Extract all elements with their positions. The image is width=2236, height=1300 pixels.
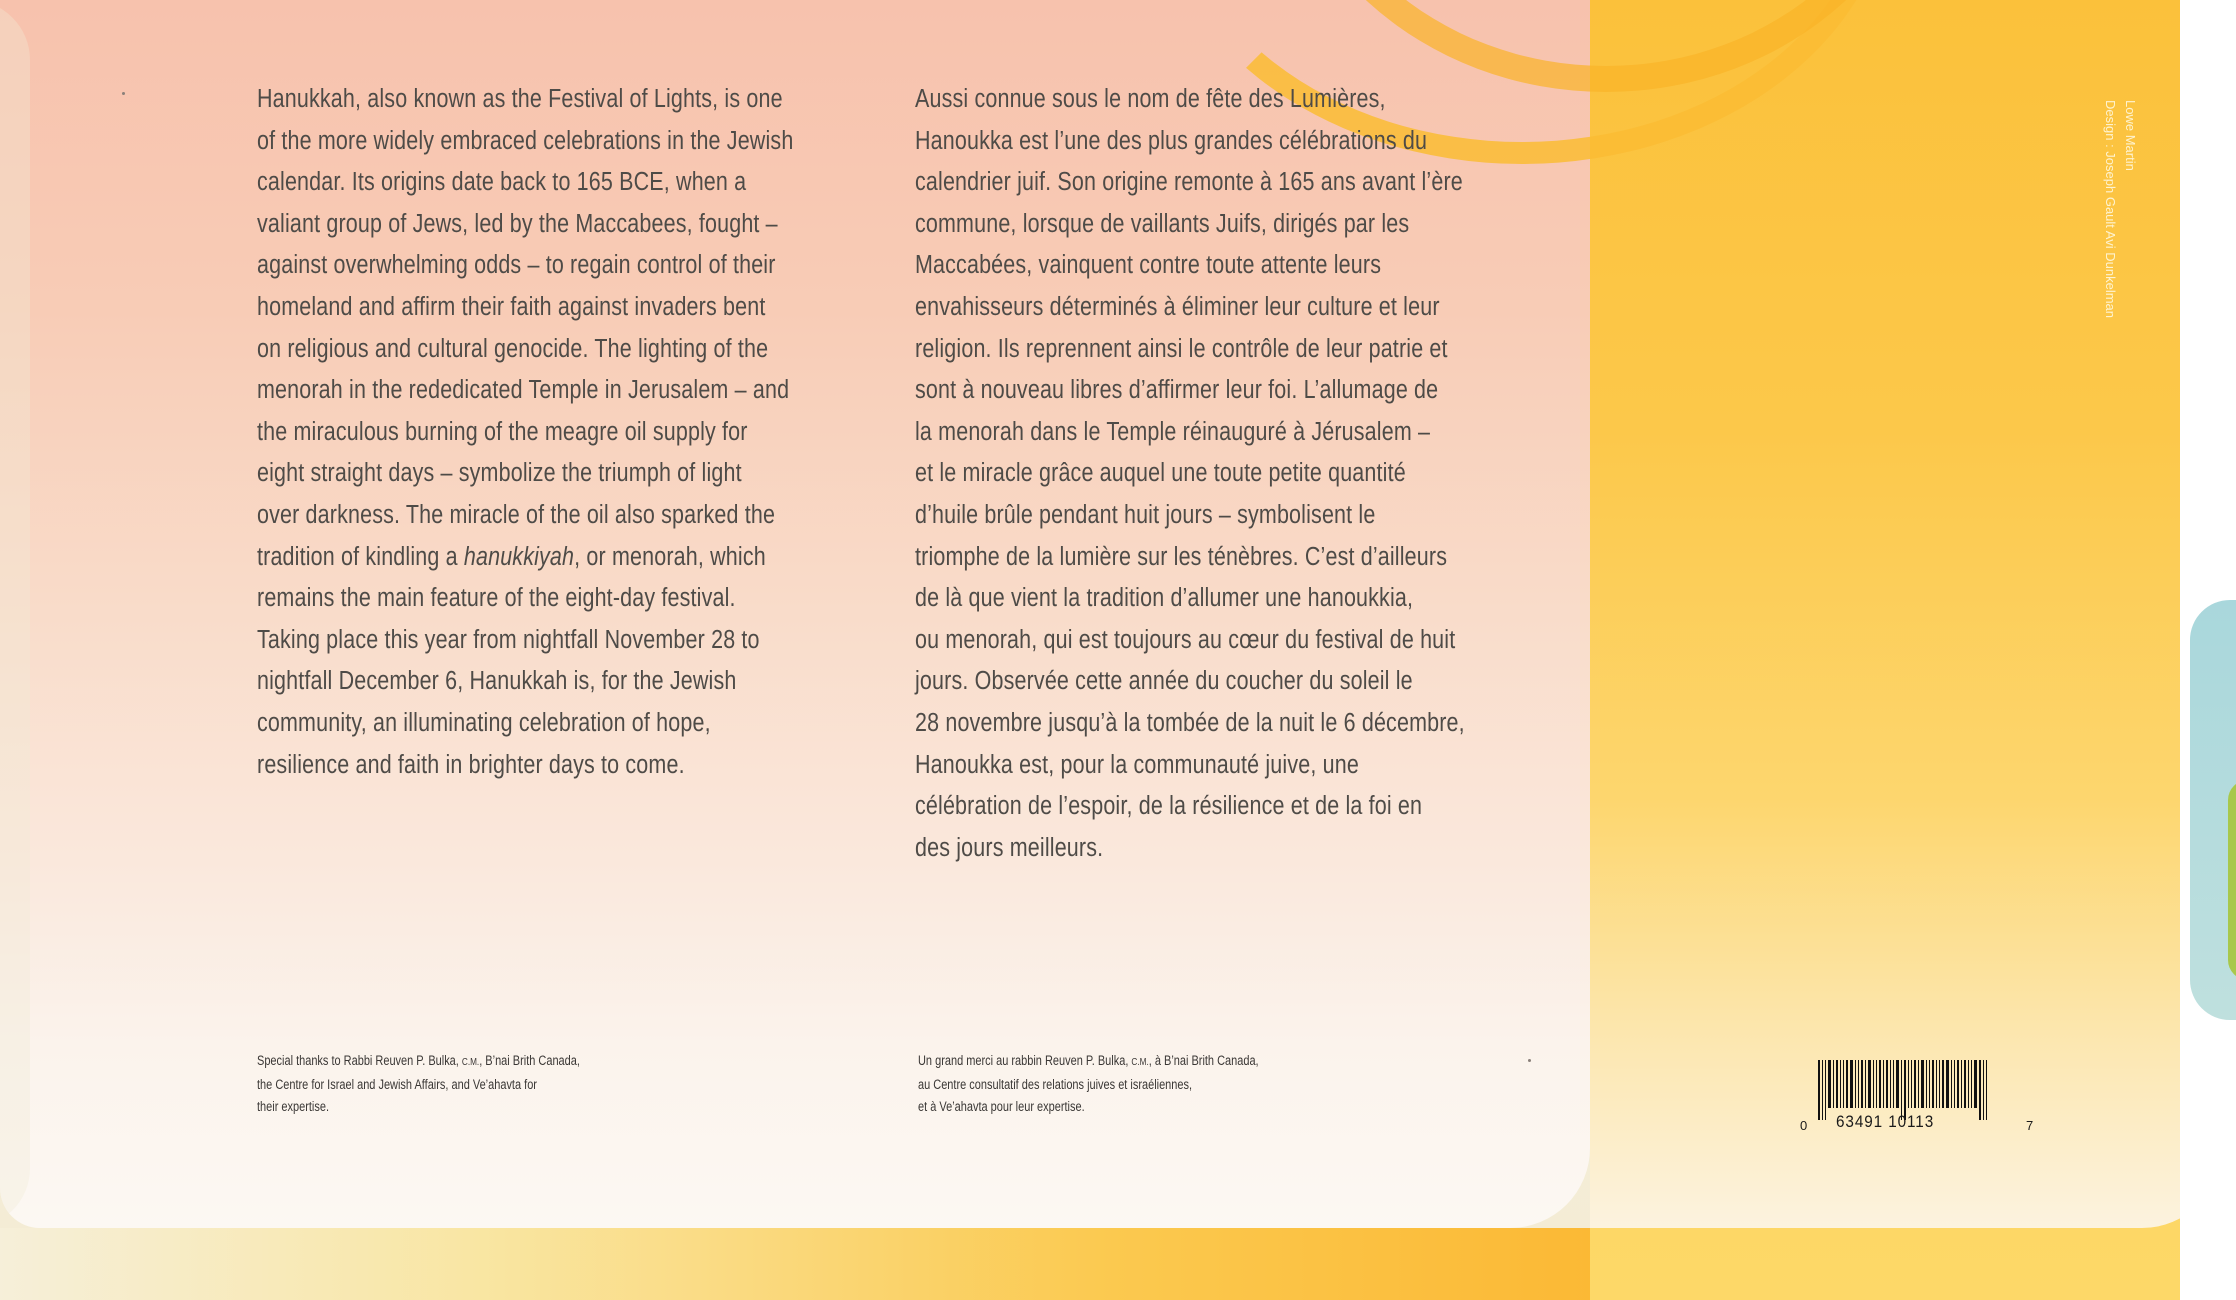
french-line: sont à nouveau libres d’affirmer leur foi. L’allumage de [915, 374, 1439, 405]
english-line: over darkness. The miracle of the oil also sparked the [257, 498, 776, 529]
english-line: valiant group of Jews, led by the Maccabees, fought – [257, 207, 778, 238]
barcode-middle-digits: 63491 10113 [1836, 1112, 1935, 1131]
barcode-bar [1893, 1060, 1894, 1108]
french-line: religion. Ils reprennent ainsi le contrôle de leur patrie et [915, 332, 1448, 363]
barcode-bar [1868, 1060, 1871, 1108]
speck [122, 92, 125, 95]
barcode-bar [1822, 1060, 1823, 1120]
thanks-line: au Centre consultatif des relations juives et israéliennes, [918, 1077, 1193, 1092]
barcode-bar [1818, 1060, 1820, 1120]
design-credits [2100, 100, 2140, 318]
english-line: the miraculous burning of the meagre oil supply for [257, 415, 748, 446]
acknowledgements-french [918, 1050, 1328, 1118]
barcode-bar [1876, 1060, 1877, 1108]
thanks-line: et à Ve’ahavta pour leur expertise. [918, 1099, 1085, 1114]
barcode-bar [1942, 1060, 1944, 1108]
french-line: commune, lorsque de vaillants Juifs, dirigés par les [915, 207, 1410, 238]
barcode-bar [1961, 1060, 1962, 1108]
barcode-bar [1879, 1060, 1881, 1108]
barcode-bar [1986, 1060, 1987, 1120]
speck [1528, 1059, 1531, 1062]
english-line: nightfall December 6, Hanukkah is, for the Jewish [257, 665, 737, 696]
barcode-bar [1855, 1060, 1856, 1108]
french-line: la menorah dans le Temple réinauguré à Jérusalem – [915, 415, 1431, 446]
designer-credit: Design : Joseph Gault Avi Dunkelman [2103, 100, 2118, 318]
barcode-bar [1974, 1060, 1977, 1108]
bottom-color-band [0, 1228, 1590, 1300]
barcode-bars [1818, 1060, 1989, 1118]
french-line: Aussi connue sous le nom de fête des Lumières, [915, 83, 1386, 113]
english-text-fragment: tradition of kindling a [257, 540, 464, 571]
green-stripe-decoration [2228, 780, 2236, 980]
barcode-bar [1968, 1060, 1969, 1108]
barcode-bar [1883, 1060, 1884, 1108]
french-line: ou menorah, qui est toujours au cœur du festival de huit [915, 623, 1456, 654]
english-line-italic [257, 536, 864, 578]
thanks-line: the Centre for Israel and Jewish Affairs, and Ve’ahavta for [257, 1077, 537, 1092]
barcode-bar [1904, 1060, 1906, 1120]
french-line: envahisseurs déterminés à éliminer leur culture et leur [915, 290, 1440, 321]
english-text-fragment: , or menorah, which [574, 540, 766, 571]
thanks-fragment: Un grand merci au rabbin Reuven P. Bulka, [918, 1053, 1132, 1068]
barcode-bar [1929, 1060, 1930, 1108]
english-line: against overwhelming odds – to regain control of their [257, 249, 776, 280]
barcode-bar [1865, 1060, 1866, 1108]
english-line: Taking place this year from nightfall November 28 to [257, 623, 760, 654]
order-of-canada-abbr: C.M. [1131, 1057, 1149, 1068]
english-line: eight straight days – symbolize the triumph of light [257, 457, 742, 488]
barcode-bar [1886, 1060, 1888, 1108]
french-line: Maccabées, vainquent contre toute attente leurs [915, 249, 1382, 280]
thanks-line [257, 1050, 667, 1074]
barcode-bar [1951, 1060, 1952, 1108]
barcode-bar [1932, 1060, 1934, 1108]
french-text-column [915, 78, 1555, 868]
barcode-bar [1936, 1060, 1937, 1108]
thanks-fragment: , B’nai Brith Canada, [479, 1053, 580, 1068]
english-line: remains the main feature of the eight-day festival. [257, 582, 736, 613]
barcode-bar [1921, 1060, 1924, 1108]
english-line: community, an illuminating celebration of hope, [257, 706, 711, 737]
thanks-line [918, 1050, 1328, 1074]
french-line: 28 novembre jusqu’à la tombée de la nuit le 6 décembre, [915, 706, 1465, 737]
barcode-bar [1954, 1060, 1955, 1108]
english-line: calendar. Its origins date back to 165 BCE, when a [257, 166, 747, 197]
thanks-line: their expertise. [257, 1099, 330, 1114]
barcode-bar [1850, 1060, 1853, 1108]
barcode-bar [1908, 1060, 1909, 1108]
order-of-canada-abbr: C.M. [461, 1057, 480, 1068]
acknowledgements-english [257, 1050, 667, 1118]
upc-barcode [1800, 1060, 2040, 1140]
thanks-fragment: Special thanks to Rabbi Reuven P. Bulka, [257, 1053, 462, 1068]
french-line: calendrier juif. Son origine remonte à 165 ans avant l’ère [915, 166, 1463, 197]
barcode-bar [1843, 1060, 1844, 1108]
barcode-bar [1926, 1060, 1927, 1108]
barcode-bar [1861, 1060, 1863, 1108]
barcode-bar [1846, 1060, 1848, 1108]
barcode-bar [1858, 1060, 1859, 1108]
barcode-bar [1890, 1060, 1891, 1108]
barcode-bar [1946, 1060, 1949, 1108]
barcode-bar [1836, 1060, 1838, 1108]
french-line: Hanoukka est, pour la communauté juive, une [915, 748, 1359, 779]
barcode-bar [1833, 1060, 1834, 1108]
french-line: triomphe de la lumière sur les ténèbres. C’est d’ailleurs [915, 540, 1448, 571]
hanukkiyah-italic: hanukkiyah [463, 540, 575, 571]
english-line: on religious and cultural genocide. The lighting of the [257, 332, 769, 363]
english-text-column [257, 78, 864, 785]
english-line: menorah in the rededicated Temple in Jerusalem – and [257, 374, 790, 405]
french-line: et le miracle grâce auquel une toute petite quantité [915, 457, 1406, 488]
barcode-bar [1957, 1060, 1959, 1108]
barcode-left-digit: 0 [1800, 1118, 1808, 1133]
barcode-bar [1840, 1060, 1841, 1108]
thanks-fragment: , à B’nai Brith Canada, [1148, 1053, 1259, 1068]
french-line: des jours meilleurs. [915, 831, 1104, 862]
barcode-bar [1911, 1060, 1912, 1108]
barcode-bar [1971, 1060, 1972, 1108]
barcode-bar [1873, 1060, 1874, 1108]
barcode-right-digit: 7 [2026, 1118, 2034, 1133]
english-line: Hanukkah, also known as the Festival of Lights, is one [257, 83, 783, 113]
french-line: d’huile brûle pendant huit jours – symbolisent le [915, 498, 1376, 529]
english-line: resilience and faith in brighter days to come. [257, 748, 685, 779]
barcode-bar [1939, 1060, 1940, 1108]
barcode-bar [1914, 1060, 1916, 1108]
barcode-bar [1983, 1060, 1984, 1120]
english-line: homeland and affirm their faith against invaders bent [257, 290, 766, 321]
barcode-bar [1828, 1060, 1831, 1108]
french-line: de là que vient la tradition d’allumer une hanoukkia, [915, 582, 1414, 613]
barcode-bar [1964, 1060, 1966, 1108]
card-left-curve [0, 0, 30, 1228]
barcode-bar [1901, 1060, 1902, 1120]
english-line: of the more widely embraced celebrations in the Jewish [257, 124, 794, 155]
printer-credit: Lowe Martin [2123, 100, 2138, 171]
barcode-bar [1825, 1060, 1826, 1120]
barcode-bar [1979, 1060, 1981, 1120]
barcode-bar [1896, 1060, 1899, 1108]
french-line: jours. Observée cette année du coucher du soleil le [915, 665, 1413, 696]
french-line: Hanoukka est l’une des plus grandes célébrations du [915, 124, 1428, 155]
french-line: célébration de l’espoir, de la résilience et de la foi en [915, 790, 1423, 821]
barcode-bar [1918, 1060, 1919, 1108]
